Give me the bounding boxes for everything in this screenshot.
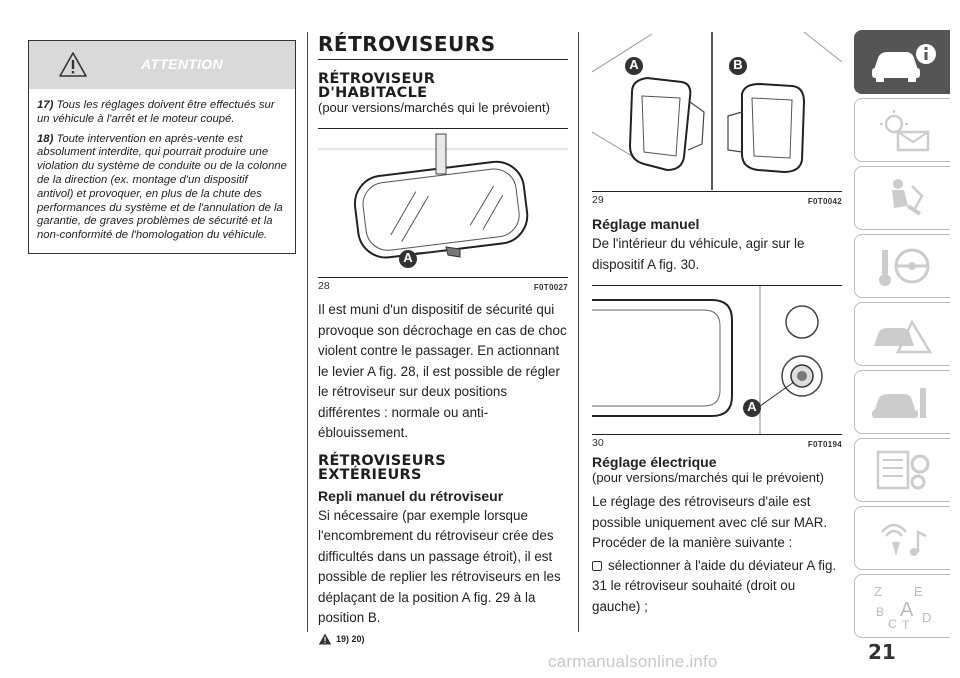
list-item	[592, 556, 842, 618]
manual-adjust-text: De l'intérieur du véhicule, agir sur le dispositif A fig. 30.	[592, 236, 805, 272]
callout-b-label: B	[733, 57, 743, 72]
key-steering-icon	[868, 244, 938, 288]
callout-a-label: A	[747, 399, 757, 414]
subsection-heading: Réglage électrique	[592, 454, 717, 470]
attention-header	[29, 41, 295, 89]
figure-30	[592, 285, 842, 435]
index-letter: C	[887, 617, 897, 630]
note-number: 17)	[37, 99, 54, 111]
tab-car-info[interactable]	[854, 30, 950, 94]
section-interior-mirror	[318, 72, 568, 116]
tab-warning-lights[interactable]	[854, 98, 950, 162]
section-title-line1: RÉTROVISEURS	[318, 452, 447, 469]
subsection-subtitle: (pour versions/marchés qui le prévoient)	[592, 470, 824, 485]
attention-note	[37, 133, 287, 243]
multimedia-icon	[868, 516, 938, 560]
technical-data-icon	[868, 448, 938, 492]
subsection-heading: Repli manuel du rétroviseur	[318, 487, 504, 504]
index-letter: Z	[873, 584, 882, 599]
warning-triangle-icon	[318, 633, 332, 645]
attention-box	[28, 40, 296, 254]
note-references: 19) 20)	[336, 633, 365, 644]
tab-seat-safety[interactable]	[854, 166, 950, 230]
note-text: Tous les réglages doivent être effectués sur un véhicule à l'arrêt et le moteur coupé.	[37, 99, 275, 125]
note-text: Toute intervention en après-vente est absolument interdite, qui pourrait produire une violation du système de conduite ou de la colonne de la direction (ex. montage d'un dispositif antivol) et provoquer, en plus de la chute des performances du système et de l'annulation de la garantie, de graves problèmes de sécurité et la non-conformité de l'homologation du véhicule.	[37, 132, 287, 242]
tab-accident[interactable]	[854, 302, 950, 366]
attention-body	[29, 89, 295, 253]
manual-fold-text: Si nécessaire (par exemple lorsque l'encombrement du rétroviseur crée des difficultés dans un passage étroit), il est possible de replier les rétroviseurs en les déplaçant de la position A fig. 29 à la position B.	[318, 507, 561, 625]
figure-29-caption	[592, 192, 842, 206]
figure-code: F0T0042	[807, 197, 842, 206]
warning-refs	[318, 633, 568, 645]
column-exterior	[592, 32, 842, 617]
seat-safety-icon	[868, 176, 938, 220]
warning-lights-icon	[868, 108, 938, 152]
column-rearview	[318, 32, 568, 645]
figure-number: 30	[592, 437, 604, 449]
car-info-icon	[868, 40, 938, 84]
tab-maintenance[interactable]	[854, 370, 950, 434]
section-subtitle: (pour versions/marchés qui le prévoient)	[318, 100, 550, 115]
callout-a-label: A	[403, 250, 413, 265]
figure-28	[318, 128, 568, 278]
page-number: 21	[868, 640, 896, 664]
electric-adjust-text: Le réglage des rétroviseurs d'aile est possible uniquement avec clé sur MAR. Procéder de la manière suivante :	[592, 494, 828, 550]
page-title: RÉTROVISEURS	[318, 32, 568, 60]
alphabetical-index-icon	[868, 582, 938, 630]
watermark: carmanualsonline.info	[548, 652, 718, 671]
section-exterior-mirrors	[318, 454, 568, 482]
index-letter: A	[899, 599, 913, 621]
callout-a-label: A	[629, 57, 639, 72]
column-divider	[307, 32, 308, 632]
attention-title: ATTENTION	[141, 56, 223, 72]
figure-number: 29	[592, 194, 604, 206]
figure-30-caption	[592, 435, 842, 449]
car-maintenance-icon	[868, 380, 938, 424]
index-letter: T	[901, 618, 909, 630]
index-letter: D	[921, 610, 931, 625]
figure-number: 28	[318, 280, 330, 292]
note-number: 18)	[37, 132, 54, 145]
figure-28-caption	[318, 278, 568, 292]
car-accident-icon	[868, 312, 938, 356]
subsection-heading: Réglage manuel	[592, 216, 700, 232]
chapter-sidebar	[854, 30, 950, 642]
mirror-adjuster-illustration	[592, 286, 842, 434]
figure-29	[592, 32, 842, 192]
interior-mirror-text: Il est muni d'un dispositif de sécurité qui provoque son décrochage en cas de choc violent contre le passager. En actionnant le levier A fig. 28, il est possible de régler le rétroviseur sur deux positions différentes : normale ou anti-éblouissement.	[318, 302, 567, 440]
section-title-line1: RÉTROVISEUR	[318, 71, 436, 87]
tab-technical-data[interactable]	[854, 438, 950, 502]
figure-code: F0T0194	[807, 440, 842, 449]
tab-key-steering[interactable]	[854, 234, 950, 298]
section-title-line2: D'HABITACLE	[318, 85, 428, 101]
figure-code: F0T0027	[533, 283, 568, 292]
index-letter: B	[875, 605, 884, 619]
tab-multimedia[interactable]	[854, 506, 950, 570]
interior-mirror-illustration	[318, 129, 568, 277]
attention-note	[37, 99, 287, 127]
tab-alphabetical-index[interactable]	[854, 574, 950, 638]
column-divider	[578, 32, 579, 632]
index-letter: E	[913, 584, 923, 599]
section-title-line2: EXTÉRIEURS	[318, 466, 422, 483]
checkbox-bullet-icon	[592, 561, 602, 571]
list-item-text: sélectionner à l'aide du déviateur A fig. 31 le rétroviseur souhaité (droit ou gauche) ;	[592, 557, 837, 614]
